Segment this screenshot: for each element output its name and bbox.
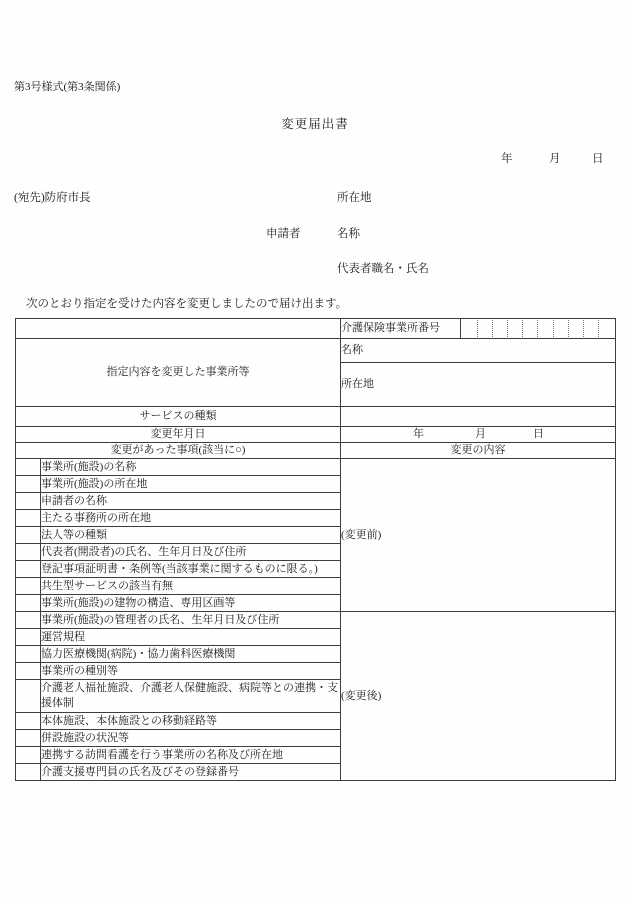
before-label: (変更前) <box>341 528 382 541</box>
change-mark-cell[interactable] <box>16 612 41 629</box>
office-address-field[interactable] <box>341 363 616 407</box>
office-address-label: 所在地 <box>341 378 374 391</box>
changed-item-label: 申請者の名称 <box>41 493 341 510</box>
changed-item-label: 協力医療機関(病院)・協力歯科医療機関 <box>41 646 341 663</box>
table-row <box>16 459 616 476</box>
change-content-before-field[interactable] <box>341 459 616 612</box>
change-mark-cell[interactable] <box>16 459 41 476</box>
applicant-label: 申請者 <box>266 228 301 240</box>
change-mark-cell[interactable] <box>16 527 41 544</box>
change-mark-cell[interactable] <box>16 544 41 561</box>
office-name-field[interactable] <box>341 339 616 363</box>
header-date-day-label: 日 <box>592 153 604 165</box>
changed-item-label: 法人等の種類 <box>41 527 341 544</box>
change-mark-cell[interactable] <box>16 663 41 680</box>
addressee: (宛先)防府市長 <box>14 192 91 204</box>
change-date-field[interactable] <box>341 427 616 443</box>
applicant-representative-label: 代表者職名・氏名 <box>337 263 429 275</box>
change-mark-cell[interactable] <box>16 476 41 493</box>
digit-grid <box>463 320 613 337</box>
changed-item-label: 事業所(施設)の管理者の氏名、生年月日及び住所 <box>41 612 341 629</box>
changed-item-label: 事業所(施設)の所在地 <box>41 476 341 493</box>
change-content-header: 変更の内容 <box>341 443 616 459</box>
changed-item-label: 事業所の種別等 <box>41 663 341 680</box>
form-code: 第3号様式(第3条関係) <box>14 81 121 93</box>
change-date-day-label: 日 <box>533 428 544 440</box>
change-notification-table <box>15 318 616 781</box>
changed-item-label: 併設施設の状況等 <box>41 730 341 747</box>
changed-item-label: 事業所(施設)の建物の構造、専用区画等 <box>41 595 341 612</box>
office-group-label: 指定内容を変更した事業所等 <box>16 339 341 407</box>
page-title: 変更届出書 <box>281 117 349 131</box>
office-name-label: 名称 <box>341 344 363 357</box>
header-date-month-label: 月 <box>549 153 561 165</box>
change-mark-cell[interactable] <box>16 764 41 781</box>
change-date-month-label: 月 <box>475 428 486 440</box>
change-date-year-label: 年 <box>413 428 424 440</box>
change-mark-cell[interactable] <box>16 713 41 730</box>
changed-item-label: 代表者(開設者)の氏名、生年月日及び住所 <box>41 544 341 561</box>
changed-items-header: 変更があった事項(該当に○) <box>16 443 341 459</box>
changed-item-label: 事業所(施設)の名称 <box>41 459 341 476</box>
changed-item-label: 介護老人福祉施設、介護老人保健施設、病院等との連携・支援体制 <box>41 680 341 713</box>
change-content-after-field[interactable] <box>341 612 616 781</box>
change-mark-cell[interactable] <box>16 680 41 713</box>
change-mark-cell[interactable] <box>16 595 41 612</box>
table-row <box>16 612 616 629</box>
changed-item-label: 連携する訪問看護を行う事業所の名称及び所在地 <box>41 747 341 764</box>
table-top-left-blank <box>16 319 341 339</box>
changed-item-label: 主たる事務所の所在地 <box>41 510 341 527</box>
change-mark-cell[interactable] <box>16 578 41 595</box>
changed-item-label: 介護支援専門員の氏名及びその登録番号 <box>41 764 341 781</box>
change-date-label: 変更年月日 <box>16 427 341 443</box>
header-date-year-label: 年 <box>501 153 513 165</box>
changed-item-label: 共生型サービスの該当有無 <box>41 578 341 595</box>
change-mark-cell[interactable] <box>16 629 41 646</box>
office-number-digit-boxes[interactable] <box>461 319 616 339</box>
change-mark-cell[interactable] <box>16 561 41 578</box>
change-mark-cell[interactable] <box>16 730 41 747</box>
applicant-name-label: 名称 <box>337 228 360 240</box>
change-mark-cell[interactable] <box>16 510 41 527</box>
change-mark-cell[interactable] <box>16 493 41 510</box>
change-mark-cell[interactable] <box>16 747 41 764</box>
changed-item-label: 本体施設、本体施設との移動経路等 <box>41 713 341 730</box>
changed-item-label: 登記事項証明書・条例等(当該事業に関するものに限る。) <box>41 561 341 578</box>
changed-item-label: 運営規程 <box>41 629 341 646</box>
change-mark-cell[interactable] <box>16 646 41 663</box>
intro-sentence: 次のとおり指定を受けた内容を変更しましたので届け出ます。 <box>26 298 348 310</box>
change-date-value <box>341 427 615 442</box>
service-type-label: サービスの種類 <box>16 407 341 427</box>
service-type-field[interactable] <box>341 407 616 427</box>
applicant-address-label: 所在地 <box>337 192 372 204</box>
office-number-label: 介護保険事業所番号 <box>341 319 461 339</box>
after-label: (変更後) <box>341 689 382 702</box>
